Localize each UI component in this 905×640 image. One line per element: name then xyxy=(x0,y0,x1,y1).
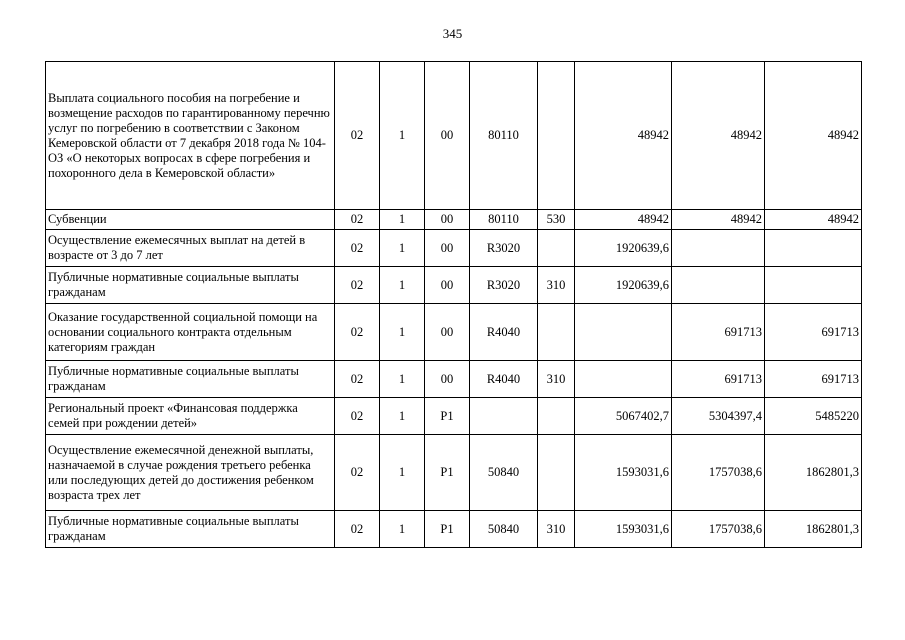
section-code: 02 xyxy=(335,210,380,230)
table-row xyxy=(46,62,862,210)
page-number: 345 xyxy=(442,26,463,41)
amount-year-1 xyxy=(575,361,672,398)
amount-year-3: 48942 xyxy=(765,210,862,230)
amount-year-3: 691713 xyxy=(765,304,862,361)
direction-code: 00 xyxy=(425,304,470,361)
section-code: 02 xyxy=(335,267,380,304)
expense-type-code xyxy=(538,435,575,511)
direction-code: 00 xyxy=(425,267,470,304)
table-body xyxy=(46,62,862,548)
direction-code: 00 xyxy=(425,62,470,210)
section-code: 02 xyxy=(335,361,380,398)
amount-year-3: 1862801,3 xyxy=(765,435,862,511)
subprogram-code: 1 xyxy=(380,435,425,511)
budget-table xyxy=(45,61,862,548)
amount-year-1: 1920639,6 xyxy=(575,230,672,267)
amount-year-2: 48942 xyxy=(672,62,765,210)
target-code: 50840 xyxy=(470,435,538,511)
table-row xyxy=(46,304,862,361)
amount-year-2: 1757038,6 xyxy=(672,511,765,548)
direction-code: P1 xyxy=(425,435,470,511)
amount-year-1: 48942 xyxy=(575,62,672,210)
amount-year-3 xyxy=(765,230,862,267)
expense-type-code xyxy=(538,398,575,435)
row-name: Публичные нормативные социальные выплаты гражданам xyxy=(46,361,335,398)
table-row xyxy=(46,511,862,548)
subprogram-code: 1 xyxy=(380,398,425,435)
target-code: 50840 xyxy=(470,511,538,548)
target-code: 80110 xyxy=(470,210,538,230)
target-code: R4040 xyxy=(470,304,538,361)
row-name: Публичные нормативные социальные выплаты гражданам xyxy=(46,267,335,304)
amount-year-1: 1593031,6 xyxy=(575,511,672,548)
row-name: Выплата социального пособия на погребение и возмещение расходов по гарантированному перечню услуг по погребению в соответствии с Законом Кемеровской области от 7 декабря 2018 года № 104-ОЗ «О некоторых вопросах в сфере погребения и похоронного дела в Кемеровской области» xyxy=(46,62,335,210)
subprogram-code: 1 xyxy=(380,511,425,548)
amount-year-1: 1593031,6 xyxy=(575,435,672,511)
subprogram-code: 1 xyxy=(380,230,425,267)
section-code: 02 xyxy=(335,304,380,361)
section-code: 02 xyxy=(335,62,380,210)
amount-year-2: 5304397,4 xyxy=(672,398,765,435)
amount-year-3: 691713 xyxy=(765,361,862,398)
expense-type-code: 310 xyxy=(538,511,575,548)
direction-code: P1 xyxy=(425,398,470,435)
section-code: 02 xyxy=(335,435,380,511)
target-code: R3020 xyxy=(470,267,538,304)
amount-year-3 xyxy=(765,267,862,304)
subprogram-code: 1 xyxy=(380,267,425,304)
amount-year-2: 691713 xyxy=(672,304,765,361)
section-code: 02 xyxy=(335,398,380,435)
amount-year-2: 691713 xyxy=(672,361,765,398)
target-code: R4040 xyxy=(470,361,538,398)
amount-year-2 xyxy=(672,230,765,267)
section-code: 02 xyxy=(335,230,380,267)
direction-code: 00 xyxy=(425,361,470,398)
table-row xyxy=(46,230,862,267)
table-row xyxy=(46,210,862,230)
direction-code: 00 xyxy=(425,210,470,230)
table-row xyxy=(46,267,862,304)
amount-year-1: 1920639,6 xyxy=(575,267,672,304)
target-code: 80110 xyxy=(470,62,538,210)
section-code: 02 xyxy=(335,511,380,548)
amount-year-2: 1757038,6 xyxy=(672,435,765,511)
amount-year-3: 48942 xyxy=(765,62,862,210)
table-row xyxy=(46,398,862,435)
subprogram-code: 1 xyxy=(380,361,425,398)
expense-type-code: 530 xyxy=(538,210,575,230)
amount-year-1: 5067402,7 xyxy=(575,398,672,435)
amount-year-1: 48942 xyxy=(575,210,672,230)
subprogram-code: 1 xyxy=(380,210,425,230)
direction-code: 00 xyxy=(425,230,470,267)
row-name: Публичные нормативные социальные выплаты гражданам xyxy=(46,511,335,548)
table-row xyxy=(46,361,862,398)
amount-year-3: 5485220 xyxy=(765,398,862,435)
expense-type-code xyxy=(538,230,575,267)
row-name: Субвенции xyxy=(46,210,335,230)
table-row xyxy=(46,435,862,511)
expense-type-code xyxy=(538,62,575,210)
amount-year-2 xyxy=(672,267,765,304)
expense-type-code xyxy=(538,304,575,361)
subprogram-code: 1 xyxy=(380,62,425,210)
row-name: Оказание государственной социальной помощи на основании социального контракта отдельным категориям граждан xyxy=(46,304,335,361)
amount-year-1 xyxy=(575,304,672,361)
row-name: Осуществление ежемесячной денежной выплаты, назначаемой в случае рождения третьего ребенка или последующих детей до достижения ребенком возраста трех лет xyxy=(46,435,335,511)
subprogram-code: 1 xyxy=(380,304,425,361)
target-code: R3020 xyxy=(470,230,538,267)
amount-year-3: 1862801,3 xyxy=(765,511,862,548)
row-name: Осуществление ежемесячных выплат на детей в возрасте от 3 до 7 лет xyxy=(46,230,335,267)
target-code xyxy=(470,398,538,435)
direction-code: P1 xyxy=(425,511,470,548)
row-name: Региональный проект «Финансовая поддержка семей при рождении детей» xyxy=(46,398,335,435)
amount-year-2: 48942 xyxy=(672,210,765,230)
expense-type-code: 310 xyxy=(538,361,575,398)
expense-type-code: 310 xyxy=(538,267,575,304)
